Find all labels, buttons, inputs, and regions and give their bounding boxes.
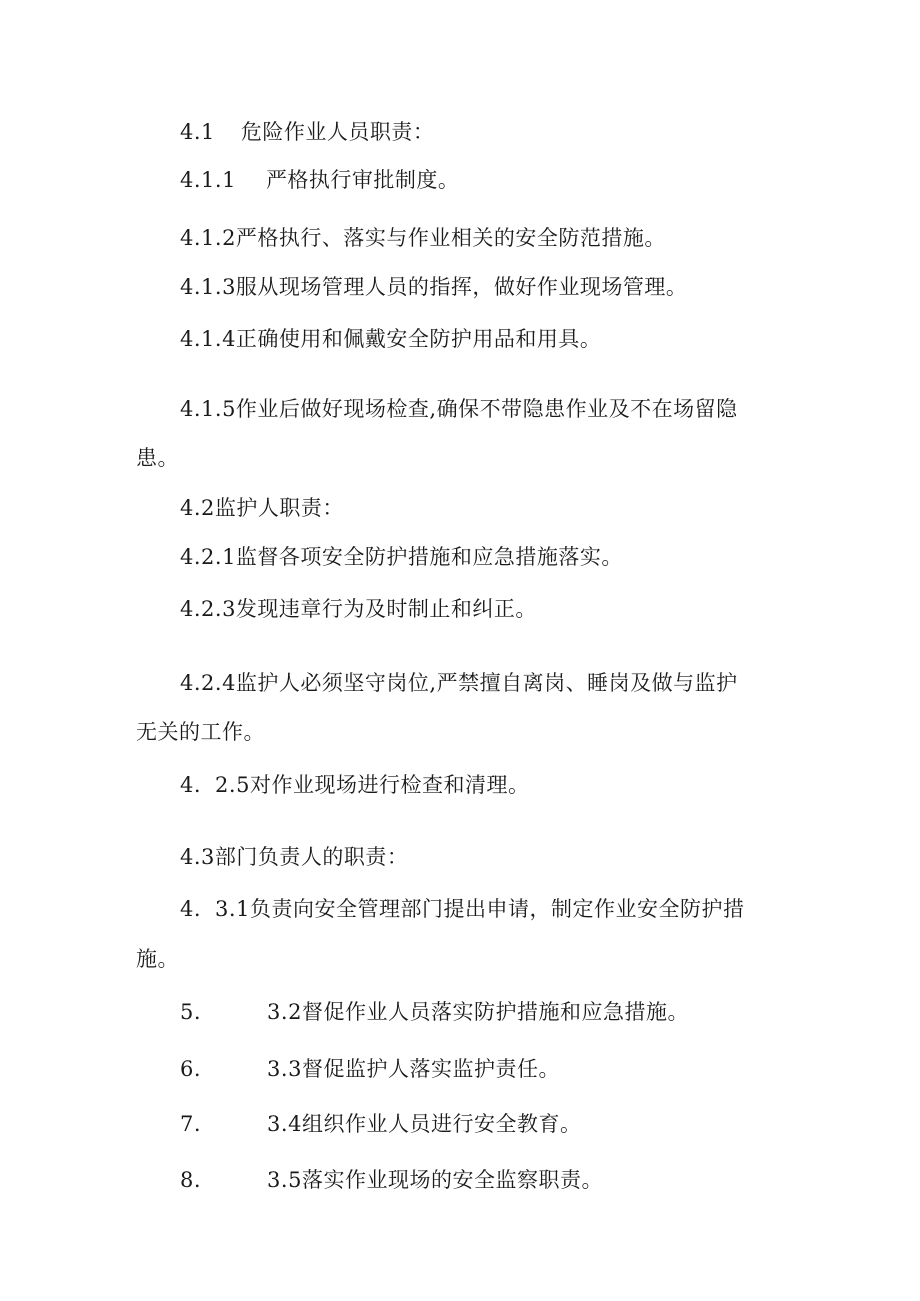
list-item-8	[180, 1166, 603, 1194]
list-number: 5.	[180, 1000, 202, 1024]
paragraph-4-1-5-line1: 4.1.5作业后做好现场检查,确保不带隐患作业及不在场留隐	[180, 397, 738, 421]
list-number: 8.	[180, 1168, 202, 1192]
list-text: 3.4组织作业人员进行安全教育。	[267, 1112, 582, 1136]
list-item-7	[180, 1110, 581, 1138]
list-text: 3.3督促监护人落实监护责任。	[267, 1057, 560, 1081]
section-heading-4-1	[180, 118, 434, 146]
section-number: 4.1	[180, 120, 215, 144]
list-text: 3.2督促作业人员落实防护措施和应急措施。	[267, 1000, 689, 1024]
paragraph-4-3-1-line2: 施。	[136, 947, 179, 971]
item-number: 4.1.1	[180, 168, 236, 192]
paragraph-4-2-5	[180, 771, 529, 799]
item-text: 严格执行审批制度。	[265, 168, 460, 192]
list-text: 3.5落实作业现场的安全监察职责。	[267, 1168, 603, 1192]
paragraph-4-2-4-line1: 4.2.4监护人必须坚守岗位,严禁擅自离岗、睡岗及做与监护	[180, 671, 738, 695]
paragraph-4-1-3: 4.1.3服从现场管理人员的指挥，做好作业现场管理。	[180, 275, 688, 299]
paragraph-4-2-4-line2: 无关的工作。	[136, 720, 265, 744]
list-number: 7.	[180, 1112, 202, 1136]
list-item-6	[180, 1055, 560, 1083]
paragraph-4-1-2: 4.1.2严格执行、落实与作业相关的安全防范措施。	[180, 226, 666, 250]
item-text: 2.5对作业现场进行检查和清理。	[215, 773, 530, 797]
paragraph-4-1-5-line2: 患。	[136, 446, 179, 470]
item-number: 4.	[180, 897, 202, 921]
item-number: 4.	[180, 773, 202, 797]
section-title: 危险作业人员职责：	[240, 120, 435, 144]
paragraph-4-3-1-line1	[180, 895, 744, 923]
list-number: 6.	[180, 1057, 202, 1081]
item-text: 3.1负责向安全管理部门提出申请，制定作业安全防护措	[215, 897, 745, 921]
paragraph-4-1-4: 4.1.4正确使用和佩戴安全防护用品和用具。	[180, 327, 602, 351]
section-heading-4-2: 4.2监护人职责：	[180, 496, 344, 520]
list-item-5	[180, 998, 689, 1026]
section-heading-4-3: 4.3部门负责人的职责：	[180, 845, 409, 869]
paragraph-4-1-1	[180, 166, 459, 194]
paragraph-4-2-1: 4.2.1监督各项安全防护措施和应急措施落实。	[180, 545, 623, 569]
paragraph-4-2-3: 4.2.3发现违章行为及时制止和纠正。	[180, 597, 537, 621]
